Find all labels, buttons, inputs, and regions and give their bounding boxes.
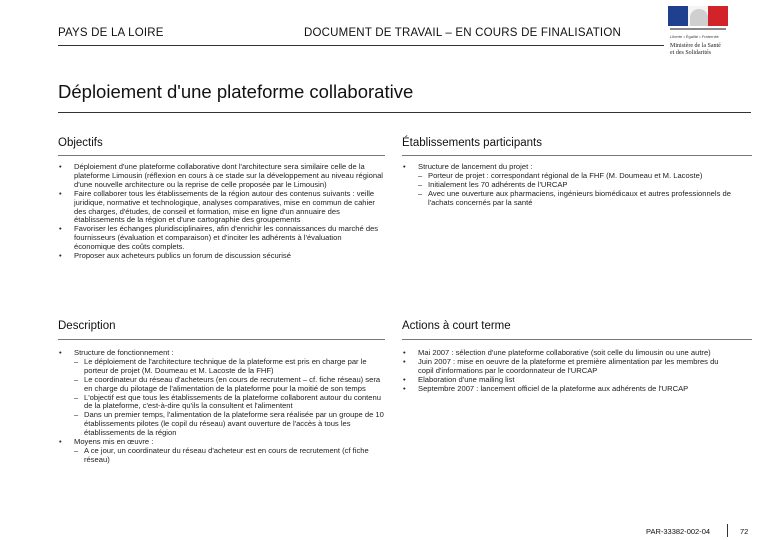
list-item: • Structure de lancement du projet : [403,162,533,171]
objectifs-heading: Objectifs [58,137,103,149]
ministry-name: Ministère de la Santé et des Solidarités [670,43,721,56]
document-code: PAR-33382-002-04 [646,527,711,536]
description-heading: Description [58,320,116,332]
sub-item: – Le déploiement de l'architecture technique de la plateforme est pris en charge par le porteur de projet (M. Doumeau et M. Lacoste de la FHF) [74,356,367,375]
page-number: 72 [740,527,749,536]
actions-heading: Actions à court terme [402,320,511,332]
list-item: • Juin 2007 : mise en oeuvre de la plateforme et première alimentation par les membres du copil d'informations par le coordonnateur de l'URCAP [403,356,719,375]
list-item: • Proposer aux acheteurs publics un forum de discussion sécurisé [59,251,291,261]
sub-item: – Porteur de projet : correspondant régional de la FHF (M. Doumeau et M. Lacoste) [418,170,703,180]
republique-francaise-logo [668,6,730,60]
sub-item: – A ce jour, un coordinateur du réseau d'acheteur est en cours de recrutement (cf fiche réseau) [74,445,369,464]
objectifs-list [58,163,384,261]
list-item: • Moyens mis en œuvre : [59,437,154,447]
list-item: • Mai 2007 : sélection d'une plateforme collaborative (soit celle du limousin ou une autre) [403,348,711,357]
document-status: DOCUMENT DE TRAVAIL – EN COURS DE FINALISATION [304,27,621,39]
flag-icon [668,6,728,26]
header-divider [58,45,664,46]
list-item: • Favoriser les échanges pluridisciplinaires, afin d'enrichir les connaissances du marché des fournisseurs (évaluation et comparaison) et d'inciter les adhérents à l'évaluation économique des coûts complets. [59,224,379,252]
list-item: • Structure de fonctionnement : [59,348,174,357]
actions-divider [402,339,752,340]
sub-item: – Le coordinateur du réseau d'acheteurs (en cours de recrutement – cf. fiche réseau) sera en charge du pilotage de l'alimentation de la plateforme pour la moitié de son temps [74,374,381,393]
etablissements-divider [402,155,752,156]
list-item: • Faire collaborer tous les établissements de la région autour des contenus suivants : veille juridique, normative et technologique, analyses comparatives, mise en commun de cahier des charges, d'études, de conseil et formation, mise en ligne d'un annuaire des établissements de la région et d'une cartographie des groupements [59,188,375,225]
sub-item: – L'objectif est que tous les établissements de la plateforme collaborent autour du contenu de la plateforme, c'est-à-dire qu'ils la consultent et l'alimentent [74,392,381,411]
sub-item: – Avec une ouverture aux pharmaciens, ingénieurs biomédicaux et autres professionnels de l'achats concernés par la santé [418,188,731,207]
region-label: PAYS DE LA LOIRE [58,27,164,39]
etablissements-list [402,163,732,208]
description-list [58,349,384,465]
marianne-icon [690,9,708,26]
list-item: • Elaboration d'une mailing list [403,374,515,384]
footer-separator [727,524,728,537]
page-title: Déploiement d'une plateforme collaborative [58,81,414,102]
logo-motto: Liberté • Égalité • Fraternité [670,34,719,39]
objectifs-divider [58,155,385,156]
sub-item: – Dans un premier temps, l'alimentation de la plateforme sera réalisée par un groupe de 10 établissements pilotes (le copil du réseau) avant ouverture de l'accès à tous les établissements de la région [74,410,384,438]
etablissements-heading: Établissements participants [402,137,542,149]
list-item: • Déploiement d'une plateforme collaborative dont l'architecture sera similaire celle de la plateforme Limousin (réflexion en cours à ce stade sur la développement au niveau régional d'une nouvelle architecture ou la reprise de celle proposée par le Limousin) [59,162,383,189]
title-divider [58,112,751,113]
sub-item: – Initialement les 70 adhérents de l'URCAP [418,179,568,189]
description-divider [58,339,385,340]
list-item: • Septembre 2007 : lancement officiel de la plateforme aux adhérents de l'URCAP [403,383,689,393]
actions-list [402,349,732,394]
